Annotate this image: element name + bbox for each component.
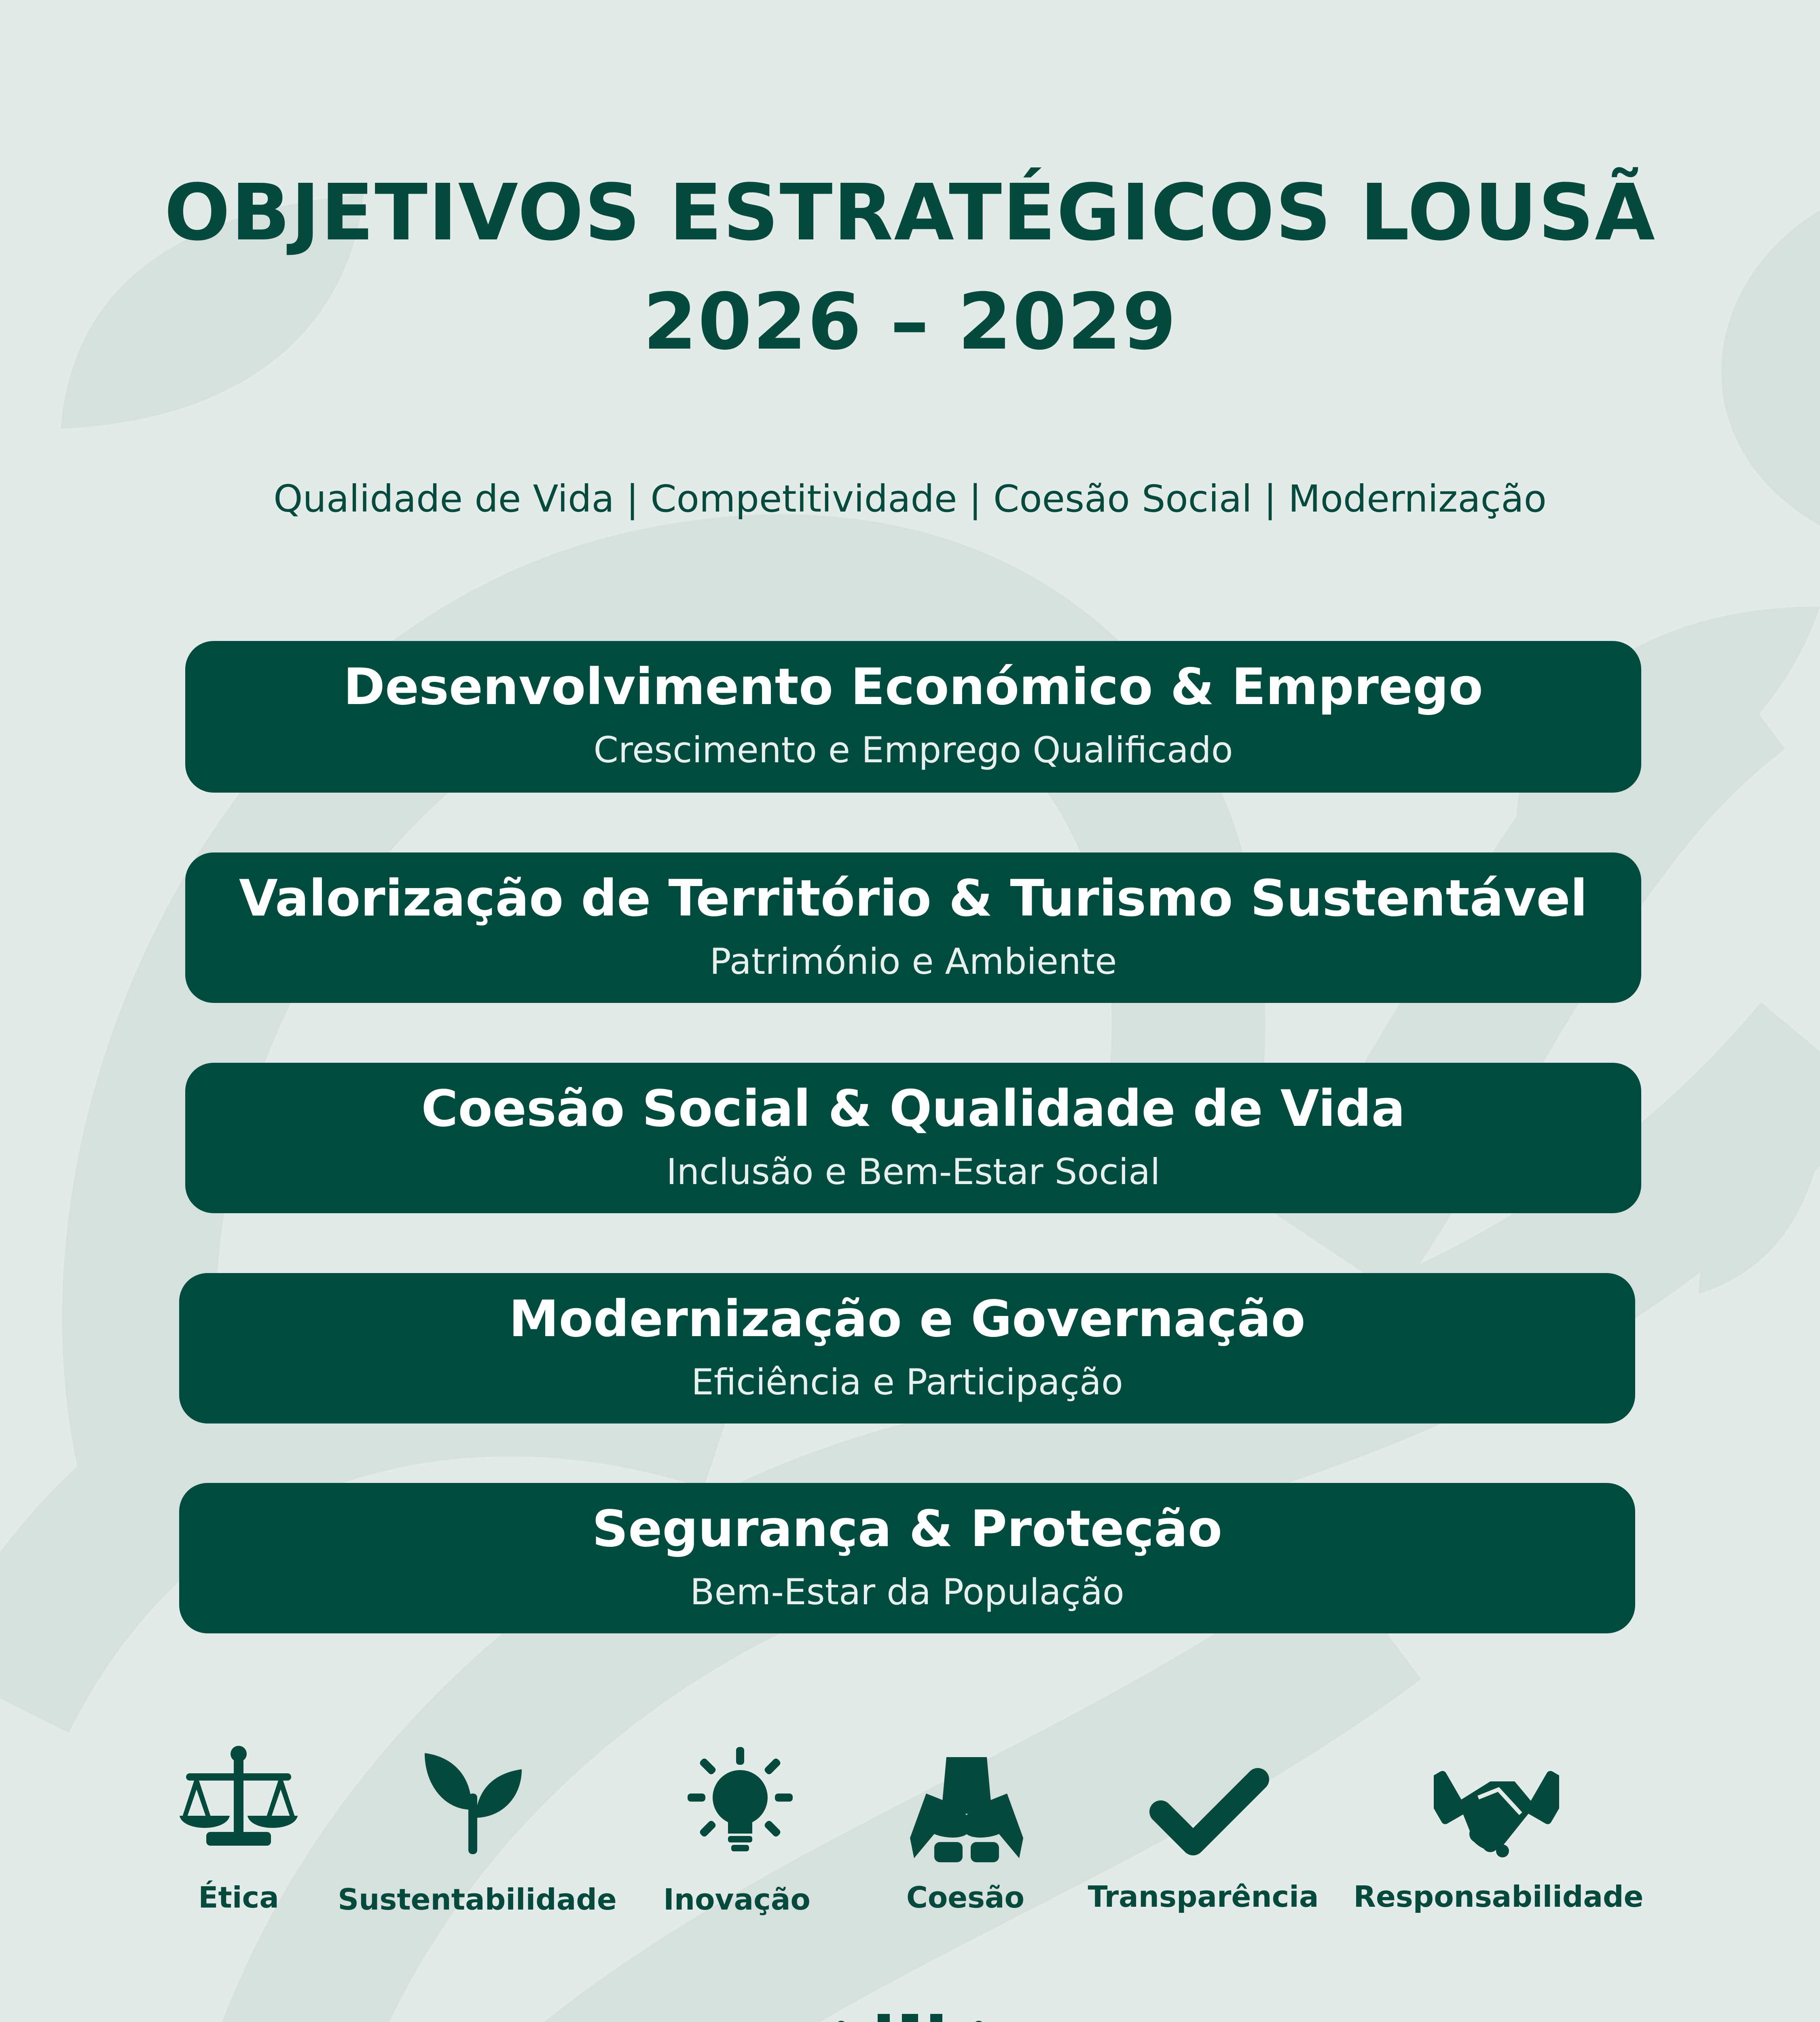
objective-card-governance bbox=[179, 1273, 1635, 1423]
objective-title: Valorização de Território & Turismo Sustentável bbox=[239, 869, 1588, 928]
objective-title: Coesão Social & Qualidade de Vida bbox=[421, 1080, 1405, 1138]
objective-title: Desenvolvimento Económico & Emprego bbox=[343, 658, 1483, 716]
value-label-transparencia: Transparência bbox=[1088, 1880, 1319, 1914]
objective-subtitle: Património e Ambiente bbox=[709, 941, 1117, 982]
stacked-hands-icon bbox=[910, 1757, 1023, 1866]
castle-tree-logo bbox=[793, 2006, 1027, 2022]
objective-title: Modernização e Governação bbox=[509, 1290, 1306, 1348]
page-subtitle: Qualidade de Vida | Competitividade | Coesão Social | Modernização bbox=[273, 477, 1547, 520]
value-label-coesao: Coesão bbox=[906, 1880, 1025, 1914]
objective-card-security bbox=[179, 1483, 1635, 1633]
objective-subtitle: Inclusão e Bem-Estar Social bbox=[666, 1151, 1160, 1193]
value-label-etica: Ética bbox=[198, 1880, 279, 1914]
value-label-inovacao: Inovação bbox=[663, 1882, 811, 1916]
objective-card-economic bbox=[185, 641, 1641, 793]
objective-subtitle: Eficiência e Participação bbox=[691, 1361, 1123, 1403]
handshake-icon bbox=[1434, 1765, 1559, 1858]
checkmark-icon bbox=[1149, 1763, 1270, 1860]
page-title-line-2: 2026 – 2029 bbox=[643, 277, 1177, 367]
objective-title: Segurança & Proteção bbox=[592, 1500, 1223, 1558]
page-title-line-1: OBJETIVOS ESTRATÉGICOS LOUSÃ bbox=[164, 168, 1656, 258]
objective-subtitle: Crescimento e Emprego Qualificado bbox=[593, 729, 1233, 771]
objective-subtitle: Bem-Estar da População bbox=[690, 1571, 1124, 1613]
sprout-icon bbox=[421, 1749, 526, 1854]
value-label-responsabilidade: Responsabilidade bbox=[1353, 1880, 1644, 1914]
value-label-sustentabilidade: Sustentabilidade bbox=[338, 1882, 617, 1916]
objective-card-social bbox=[185, 1063, 1641, 1213]
scales-icon bbox=[178, 1745, 299, 1850]
lightbulb-icon bbox=[688, 1743, 793, 1864]
objective-card-territory bbox=[185, 852, 1641, 1003]
